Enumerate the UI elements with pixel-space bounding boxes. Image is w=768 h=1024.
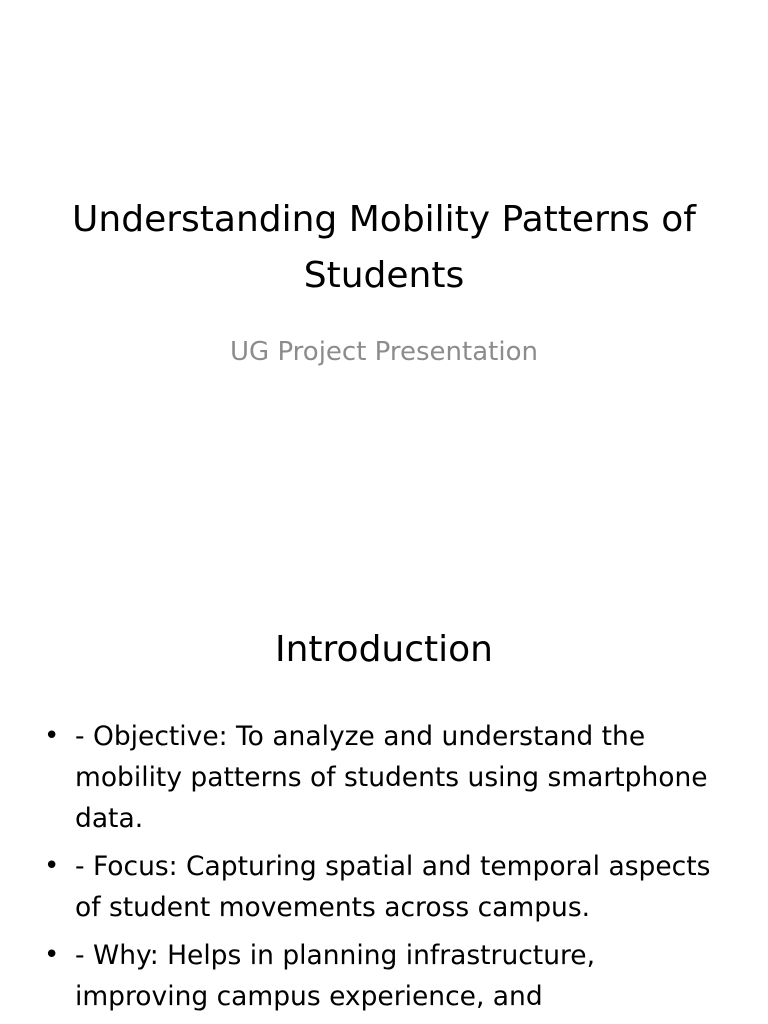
bullet-dot-icon: •: [44, 851, 60, 881]
introduction-slide: [0, 576, 768, 1024]
slide-heading: Introduction: [274, 629, 493, 670]
bullet-objective: [0, 716, 768, 839]
bullet-text: - Objective: To analyze and understand the mobility patterns of students using smartphone data.: [75, 721, 708, 834]
bullet-focus: [0, 846, 768, 928]
bullet-list: [0, 716, 768, 1024]
bullet-why: [0, 935, 768, 1017]
bullet-dot-icon: •: [44, 940, 60, 970]
presentation-subtitle: UG Project Presentation: [230, 337, 538, 367]
presentation-title: Understanding Mobility Patterns of Students: [72, 199, 696, 296]
bullet-text: - Why: Helps in planning infrastructure, improving campus experience, and: [75, 940, 596, 1012]
bullet-dot-icon: •: [44, 721, 60, 751]
bullet-text: - Focus: Capturing spatial and temporal aspects of student movements across campus.: [75, 851, 711, 923]
